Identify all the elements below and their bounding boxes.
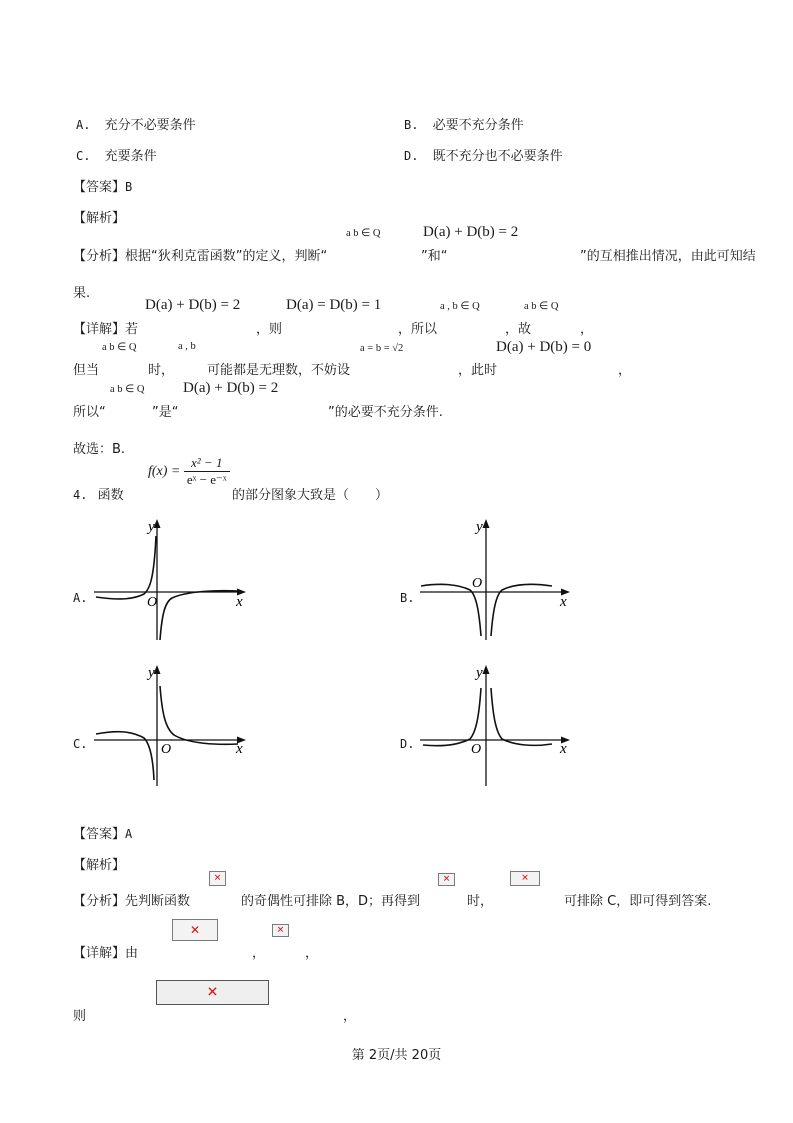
xj-suoyi: ，所以 [398, 322, 438, 337]
graph-a-y-label: y [148, 519, 155, 535]
option-b-label: B. [404, 118, 419, 132]
math-a-b-sqrt2: a = b = √2 [360, 343, 404, 354]
xiangjie-q4-line1 [73, 942, 138, 961]
xj-you: 由 [125, 946, 139, 961]
fenxi-q4-text-4: 可排除 C，即可得到答案. [564, 894, 712, 909]
answer-tag: 【答案】 [73, 180, 126, 195]
option-c-label: C. [76, 149, 91, 163]
option-a-text: 充分不必要条件 [104, 118, 196, 133]
graph-d-y-label: y [476, 665, 483, 681]
option-a-label: A. [76, 118, 91, 132]
fenxi-text-4: 果. [73, 286, 91, 301]
func-lhs: f(x) = [148, 463, 181, 479]
q4-number-lead [73, 484, 124, 503]
broken-image-icon: ✕ [438, 873, 455, 886]
analysis-tag-q3: 【解析】 [73, 211, 126, 226]
graph-b-label: B. [400, 591, 415, 605]
xj-shi2: ”是“ [152, 405, 179, 420]
math-d-eq-1: D(a) = D(b) = 1 [286, 297, 382, 313]
graph-b-origin-label: O [472, 576, 483, 591]
xiangjie-q3-line1 [73, 318, 138, 337]
page-footer: 第 2页/共 20页 [351, 1048, 442, 1063]
fenxi-tag: 【分析】 [73, 249, 126, 264]
graph-a-x-label: x [236, 594, 243, 610]
xj-ruo: 若 [125, 322, 139, 337]
answer-value: B [125, 180, 133, 194]
xj-end2: ， [618, 363, 632, 378]
option-d-label: D. [404, 149, 419, 163]
broken-image-icon: ✕ [272, 924, 289, 937]
fenxi-text-1: 根据“狄利克雷函数”的定义，判断“ [125, 249, 328, 264]
option-c [76, 145, 157, 164]
graph-d-origin-label: O [471, 742, 482, 757]
option-b-text: 必要不充分条件 [432, 118, 524, 133]
option-d [404, 145, 563, 164]
xj-gu: ，故 [505, 322, 532, 337]
fenxi-q4-line [73, 890, 190, 909]
answer-q3 [73, 176, 132, 195]
fenxi-q4-text-3: 时， [467, 894, 494, 909]
math-ab-in-q2: a b ∈ Q [524, 301, 559, 312]
math-d-sum-0: D(a) + D(b) = 0 [496, 339, 592, 355]
fenxi-text-3: ”的互相推出情况，由此可知结 [580, 249, 756, 264]
graph-d-label: D. [400, 737, 415, 751]
fenxi-text-2: ”和“ [421, 249, 448, 264]
xj-cishi: ，此时 [458, 363, 498, 378]
xiangjie-tag: 【详解】 [73, 946, 126, 961]
graph-a-label: A. [73, 591, 88, 605]
graph-c-x-label: x [236, 741, 243, 757]
graph-a [92, 516, 252, 642]
broken-image-icon: ✕ [172, 919, 218, 941]
xj-biyao: ”的必要不充分条件. [328, 405, 443, 420]
xj-shi: 时， [148, 363, 175, 378]
graph-b-x-label: x [560, 594, 567, 610]
option-b [404, 114, 524, 133]
graph-c-label: C. [73, 737, 88, 751]
option-c-text: 充要条件 [104, 149, 157, 164]
graph-c-y-label: y [148, 665, 155, 681]
graph-b [418, 516, 578, 642]
math-d-sum-2-b: D(a) + D(b) = 2 [145, 297, 241, 313]
func-numerator: x² − 1 [184, 455, 230, 472]
graph-a-origin-label: O [147, 595, 158, 610]
broken-image-icon: ✕ [156, 980, 269, 1005]
xj-q4-c1: ， [252, 946, 266, 961]
graph-d [418, 662, 578, 788]
q4-number: 4. [73, 488, 88, 502]
broken-image-icon: ✕ [209, 871, 226, 886]
analysis-tag-q4: 【解析】 [73, 858, 126, 873]
xj-q4-c3: ， [343, 1009, 357, 1024]
xj-q4-ze: 则 [73, 1009, 87, 1024]
q4-lead: 函数 [97, 488, 124, 503]
graph-c-origin-label: O [161, 742, 172, 757]
fenxi-q3-line1 [73, 245, 327, 264]
math-ab-in-q: a b ∈ Q [346, 228, 381, 239]
answer-value: A [125, 827, 133, 841]
math-d-sum-2: D(a) + D(b) = 2 [423, 224, 519, 240]
graph-d-x-label: x [560, 741, 567, 757]
math-ab-comma: a , b ∈ Q [440, 301, 480, 312]
math-ab-in-q4: a b ∈ Q [110, 384, 145, 395]
xj-suoyi2: 所以“ [73, 405, 106, 420]
func-denominator: eˣ − e⁻ˣ [186, 472, 227, 487]
q4-tail: 的部分图象大致是（ ） [232, 488, 389, 503]
math-ab: a , b [178, 341, 196, 352]
option-d-text: 既不充分也不必要条件 [432, 149, 563, 164]
answer-q4 [73, 823, 132, 842]
fenxi-q4-text-1: 先判断函数 [125, 894, 191, 909]
math-ab-in-q3: a b ∈ Q [102, 342, 137, 353]
xj-dandang: 但当 [73, 363, 100, 378]
graph-b-y-label: y [476, 519, 483, 535]
graph-c [92, 662, 252, 788]
xj-end1: ， [580, 322, 594, 337]
xj-ze: ，则 [256, 322, 283, 337]
xiangjie-tag: 【详解】 [73, 322, 126, 337]
func-fraction [184, 455, 230, 488]
guxuan: 故选：B. [73, 442, 126, 457]
fenxi-q4-text-2: 的奇偶性可排除 B，D；再得到 [241, 894, 421, 909]
answer-tag: 【答案】 [73, 827, 126, 842]
broken-image-icon: ✕ [510, 871, 540, 886]
xj-q4-c2: ， [305, 946, 319, 961]
xj-keneng: 可能都是无理数，不妨设 [207, 363, 351, 378]
option-a [76, 114, 196, 133]
q4-function [148, 455, 230, 488]
fenxi-tag: 【分析】 [73, 894, 126, 909]
math-d-sum-2-c: D(a) + D(b) = 2 [183, 380, 279, 396]
